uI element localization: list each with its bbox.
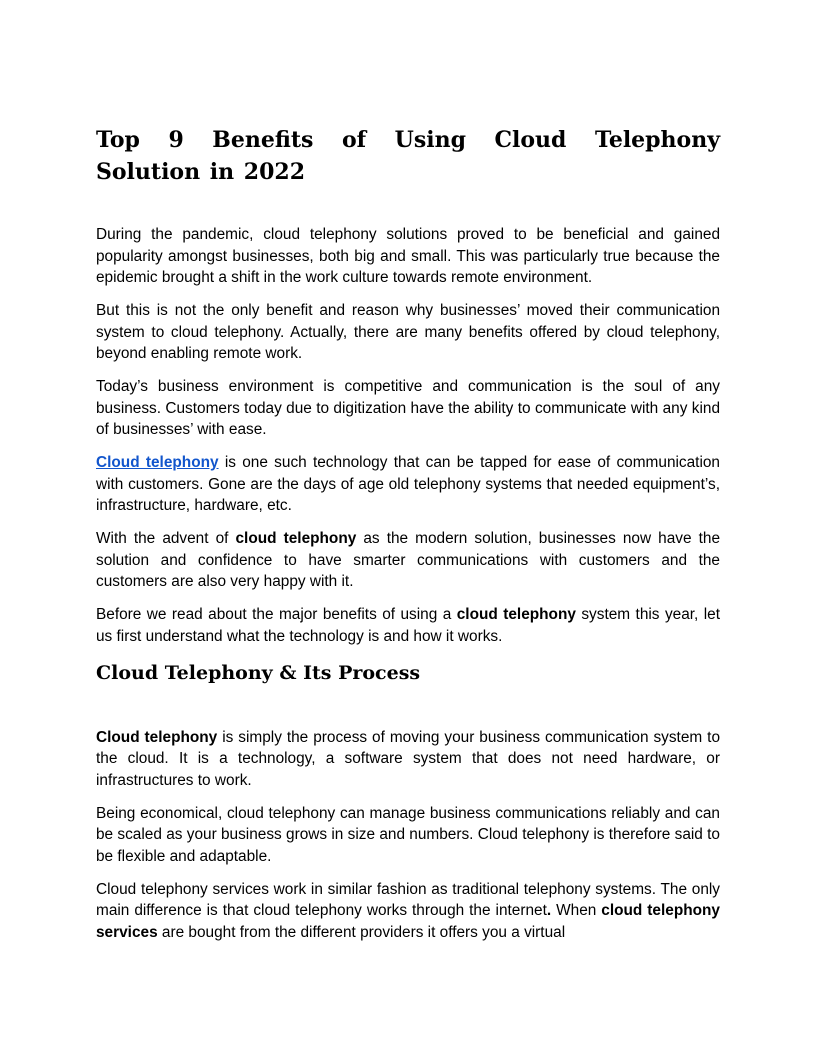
section-paragraph-3-end: are bought from the different providers it offers you a virtual [157, 923, 566, 941]
intro-paragraph-1: During the pandemic, cloud telephony solutions proved to be beneficial and gained popularity amongst businesses, both big and small. This was particularly true because the epidemic brought a shift in the work culture towards remote environment. [96, 226, 720, 286]
intro-paragraph-6 [96, 604, 720, 647]
section-paragraph-2: Being economical, cloud telephony can manage business communications reliably and can be scaled as your business grows in size and numbers. Cloud telephony is therefore said to be flexible and adaptable. [96, 804, 720, 865]
intro-paragraph-5-end: as the modern solution, businesses now have the solution and confidence to have smarter communications with customers and the customers are also very happy with it. [96, 530, 721, 590]
intro-paragraph-3: Today’s business environment is competitive and communication is the soul of any business. Customers today due to digitization have the ability to communicate with any kind of businesses’ with ease. [96, 378, 720, 438]
intro-paragraph-6-end: system this year, let us first understand what the technology is and how it works. [96, 606, 721, 645]
intro-paragraph-5-bold: cloud telephony [235, 530, 357, 547]
intro-paragraph-5-start: With the advent of [96, 530, 236, 547]
section-heading: Cloud Telephony & Its Process [96, 661, 421, 684]
section-paragraph-3 [96, 879, 720, 944]
section-paragraph-3-start: Cloud telephony services work in similar fashion as traditional telephony systems. The only main difference is that cloud telephony works through the internet [96, 880, 720, 919]
section-paragraph-1-bold: Cloud telephony [96, 728, 218, 746]
intro-paragraph-6-start: Before we read about the major benefits of using a [96, 606, 457, 623]
section-paragraph-3-dot: . [546, 902, 552, 919]
document-title: Top 9 Benefits of Using Cloud Telephony Solution in 2022 [96, 127, 720, 185]
section-paragraph-3-bold: cloud telephony services [96, 902, 720, 941]
cloud-telephony-link[interactable]: Cloud telephony [96, 454, 219, 471]
intro-paragraph-6-bold: cloud telephony [456, 606, 576, 623]
document-page [96, 124, 720, 955]
section-paragraph-1-text: is simply the process of moving your business communication system to the cloud. It is a technology, a software system that does not need hardware, or infrastructures to work. [96, 728, 720, 789]
intro-paragraph-4 [96, 452, 720, 517]
section-paragraph-3-mid: When [551, 902, 602, 919]
intro-paragraph-5 [96, 528, 720, 593]
intro-paragraph-2: But this is not the only benefit and reason why businesses’ moved their communication system to cloud telephony. Actually, there are many benefits offered by cloud telephony, beyond enabling remote work. [96, 302, 720, 362]
intro-paragraph-4-text: is one such technology that can be tapped for ease of communication with customers. Gone are the days of age old telephony systems that needed equipment’s, infrastructure, hardware, etc. [96, 454, 720, 514]
section-paragraph-1 [96, 727, 720, 792]
